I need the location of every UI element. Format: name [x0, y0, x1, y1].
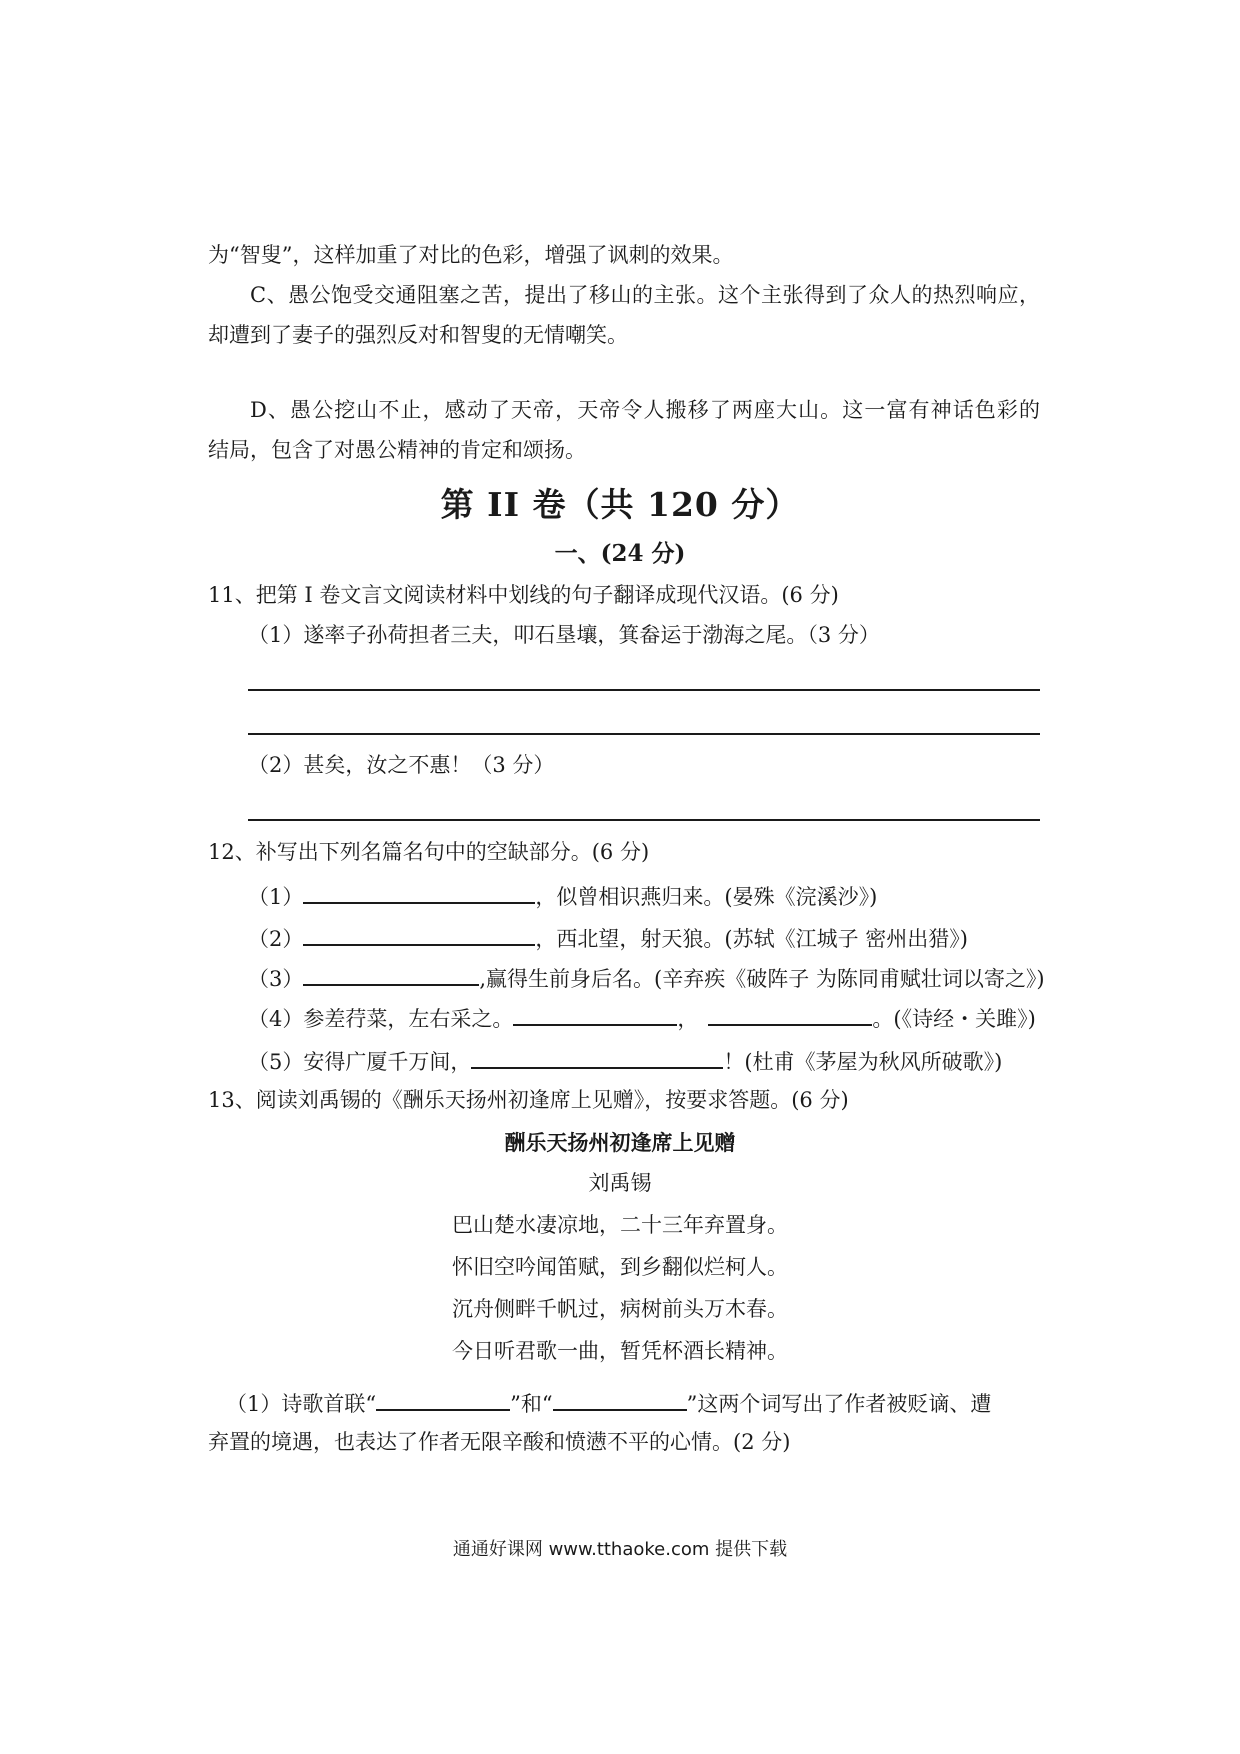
fill-blank[interactable]	[471, 1045, 723, 1069]
fill-blank[interactable]	[303, 880, 535, 904]
answer-line[interactable]	[248, 819, 1040, 821]
poem-title: 酬乐天扬州初逢席上见赠	[504, 1130, 736, 1155]
q12-line3-num: （3）	[248, 967, 304, 991]
q12-line5-text-a: （5）安得广厦千万间，	[248, 1050, 472, 1074]
q12-line4	[248, 1002, 1036, 1034]
poem-line: 今日听君歌一曲，暂凭杯酒长精神。	[452, 1339, 788, 1363]
q12-line4-text-b: ，	[677, 1007, 699, 1031]
q13-sub1-text-b: ”和“	[510, 1392, 553, 1416]
q13-sub1-line2: 弃置的境遇，也表达了作者无限辛酸和愤懑不平的心情。(2 分)	[208, 1430, 791, 1454]
q11-item2: （2）甚矣，汝之不惠！（3 分）	[248, 753, 555, 777]
page-footer: 通通好课网 www.tthaoke.com 提供下载	[452, 1539, 788, 1560]
poem-author: 刘禹锡	[588, 1171, 652, 1195]
fill-blank[interactable]	[376, 1387, 510, 1411]
q12-line2-num: （2）	[248, 927, 304, 951]
option-b-tail: 为“智叟”，这样加重了对比的色彩，增强了讽刺的效果。	[208, 243, 734, 267]
fill-blank[interactable]	[513, 1002, 677, 1026]
poem-line: 怀旧空吟闻笛赋，到乡翻似烂柯人。	[452, 1255, 788, 1279]
q12-line2-text: ，西北望，射天狼。(苏轼《江城子 密州出猎》)	[535, 927, 968, 951]
q13-sub1-text-c: ”这两个词写出了作者被贬谪、遭	[686, 1392, 992, 1416]
q13-sub1-line1	[226, 1387, 991, 1419]
fill-blank[interactable]	[303, 922, 535, 946]
q13-stem: 13、阅读刘禹锡的《酬乐天扬州初逢席上见赠》，按要求答题。(6 分)	[208, 1088, 849, 1112]
option-d-line1: D、愚公挖山不止，感动了天帝，天帝令人搬移了两座大山。这一富有神话色彩的	[250, 398, 1040, 422]
q12-line3	[248, 962, 1045, 994]
option-c-line1: C、愚公饱受交通阻塞之苦，提出了移山的主张。这个主张得到了众人的热烈响应，	[250, 283, 1040, 307]
q11-stem: 11、把第 I 卷文言文阅读材料中划线的句子翻译成现代汉语。(6 分)	[208, 583, 839, 607]
q13-sub1-text-a: （1）诗歌首联“	[226, 1392, 377, 1416]
q12-line2	[248, 922, 968, 954]
option-c-line2: 却遭到了妻子的强烈反对和智叟的无情嘲笑。	[208, 323, 628, 347]
q12-line1-text: ，似曾相识燕归来。(晏殊《浣溪沙》)	[535, 885, 878, 909]
q12-line4-text-a: （4）参差荇菜，左右采之。	[248, 1007, 514, 1031]
option-d-line2: 结局，包含了对愚公精神的肯定和颂扬。	[208, 438, 586, 462]
q12-stem: 12、补写出下列名篇名句中的空缺部分。(6 分)	[208, 840, 650, 864]
answer-line[interactable]	[248, 733, 1040, 735]
q12-line3-text: ,赢得生前身后名。(辛弃疾《破阵子 为陈同甫赋壮词以寄之》)	[479, 967, 1045, 991]
answer-line[interactable]	[248, 689, 1040, 691]
fill-blank[interactable]	[708, 1002, 872, 1026]
q11-item1: （1）遂率子孙荷担者三夫，叩石垦壤，箕畚运于渤海之尾。（3 分）	[248, 623, 880, 647]
poem-line: 巴山楚水凄凉地，二十三年弃置身。	[452, 1213, 788, 1237]
fill-blank[interactable]	[303, 962, 479, 986]
section-title: 一、(24 分)	[554, 540, 686, 567]
fill-blank[interactable]	[553, 1387, 687, 1411]
poem-line: 沉舟侧畔千帆过，病树前头万木春。	[452, 1297, 788, 1321]
q12-line4-text-c: 。(《诗经・关雎》)	[872, 1007, 1036, 1031]
q12-line5-text-b: ！(杜甫《茅屋为秋风所破歌》)	[723, 1050, 1003, 1074]
volume-title: 第 II 卷（共 120 分）	[440, 485, 800, 524]
q12-line1-num: （1）	[248, 885, 304, 909]
q12-line1	[248, 880, 877, 912]
q12-line5	[248, 1045, 1002, 1077]
